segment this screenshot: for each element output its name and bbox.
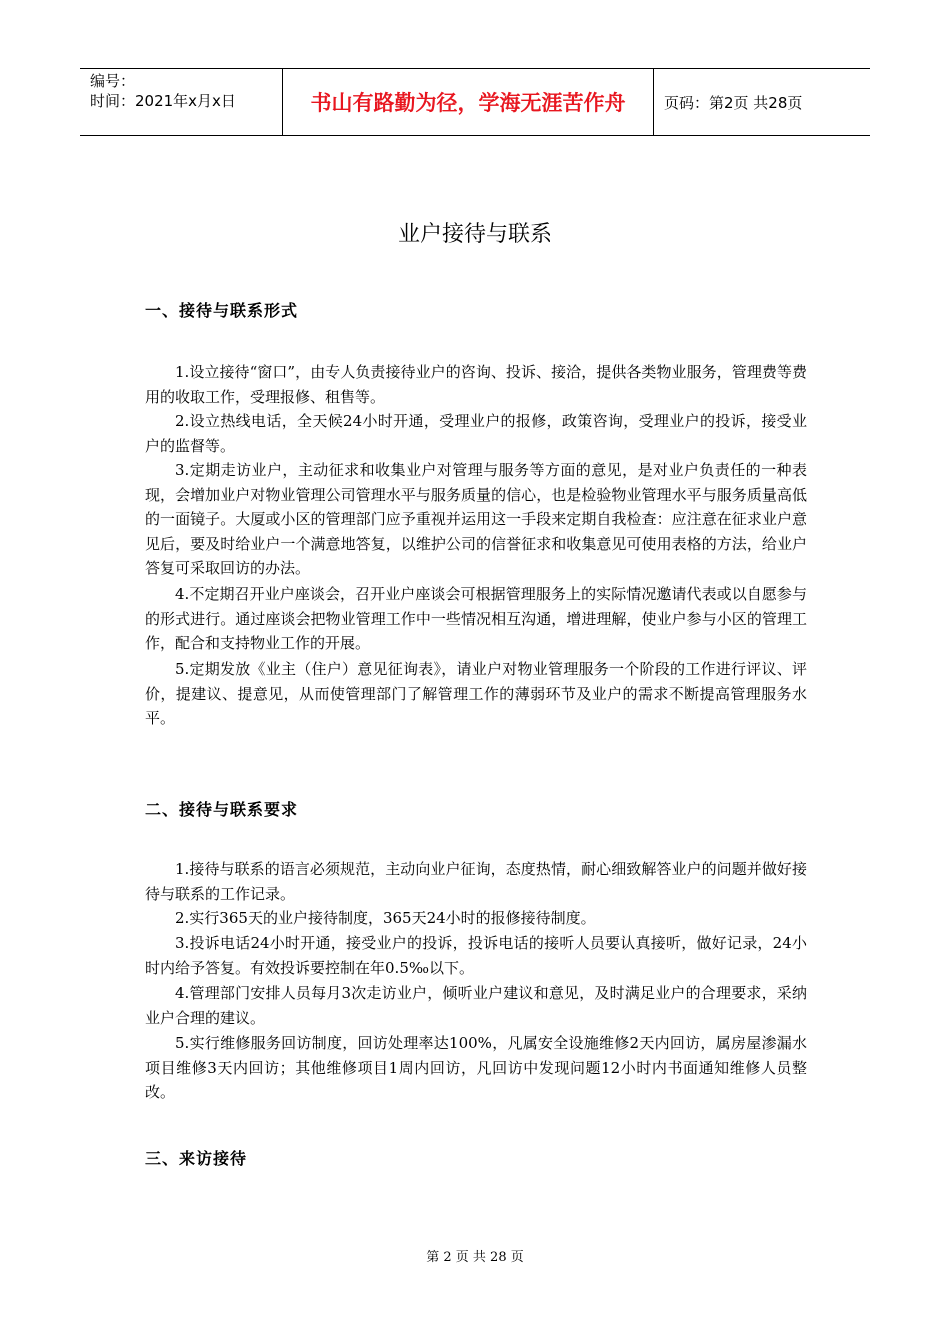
header-meta <box>80 69 282 135</box>
time-label: 时间：2021年x月x日 <box>90 92 236 110</box>
paragraph: 2.设立热线电话，全天候24小时开通，受理业户的报修，政策咨询，受理业户的投诉，接受业户的监督等。 <box>145 412 807 455</box>
section-heading-3: 三、来访接待 <box>145 1149 248 1168</box>
paragraph: 1.设立接待“窗口”，由专人负责接待业户的咨询、投诉、接洽，提供各类物业服务，管理费等费用的收取工作，受理报修、租售等。 <box>145 363 807 406</box>
page-header <box>80 68 870 136</box>
paragraph: 2.实行365天的业户接待制度，365天24小时的报修接待制度。 <box>175 909 596 927</box>
paragraph: 1.接待与联系的语言必须规范，主动向业户征询，态度热情，耐心细致解答业户的问题并做好接待与联系的工作记录。 <box>145 860 807 903</box>
paragraph: 4.管理部门安排人员每月3次走访业户，倾听业户建议和意见，及时满足业户的合理要求，采纳业户合理的建议。 <box>145 984 807 1027</box>
paragraph: 5.定期发放《业主（住户）意见征询表》，请业户对物业管理服务一个阶段的工作进行评议、评价，提建议、提意见，从而使管理部门了解管理工作的薄弱环节及业户的需求不断提高管理服务水平。 <box>145 660 807 727</box>
header-page-label: 页码：第2页 共28页 <box>664 93 803 112</box>
section-heading-1: 一、接待与联系形式 <box>145 301 299 320</box>
paragraph: 5.实行维修服务回访制度，回访处理率达100%，凡属安全设施维修2天内回访，属房屋渗漏水项目维修3天内回访；其他维修项目1周内回访，凡回访中发现问题12小时内书面通知维修人员整改。 <box>145 1034 807 1101</box>
document-title: 业户接待与联系 <box>397 222 552 247</box>
number-label: 编号： <box>90 72 136 90</box>
page-footer: 第 2 页 共 28 页 <box>426 1250 524 1265</box>
section-heading-2: 二、接待与联系要求 <box>145 800 299 819</box>
paragraph: 3.定期走访业户，主动征求和收集业户对管理与服务等方面的意见，是对业户负责任的一种表现，会增加业户对物业管理公司管理水平与服务质量的信心，也是检验物业管理水平与服务质量高低的一面镜子。大厦或小区的管理部门应予重视并运用这一手段来定期自我检查：应注意在征求业户意见后，要及时给业户一个满意地答复，以维护公司的信誉征求和收集意见可使用表格的方法，给业户答复可采取回访的办法。 <box>145 461 807 577</box>
paragraph: 3.投诉电话24小时开通，接受业户的投诉，投诉电话的接听人员要认真接听，做好记录，24小时内给予答复。有效投诉要控制在年0.5‰以下。 <box>145 934 807 977</box>
header-motto: 书山有路勤为径，学海无涯苦作舟 <box>282 69 654 135</box>
paragraph: 4.不定期召开业户座谈会，召开业户座谈会可根据管理服务上的实际情况邀请代表或以自愿参与的形式进行。通过座谈会把物业管理工作中一些情况相互沟通，增进理解，使业户参与小区的管理工作，配合和支持物业工作的开展。 <box>145 585 807 652</box>
